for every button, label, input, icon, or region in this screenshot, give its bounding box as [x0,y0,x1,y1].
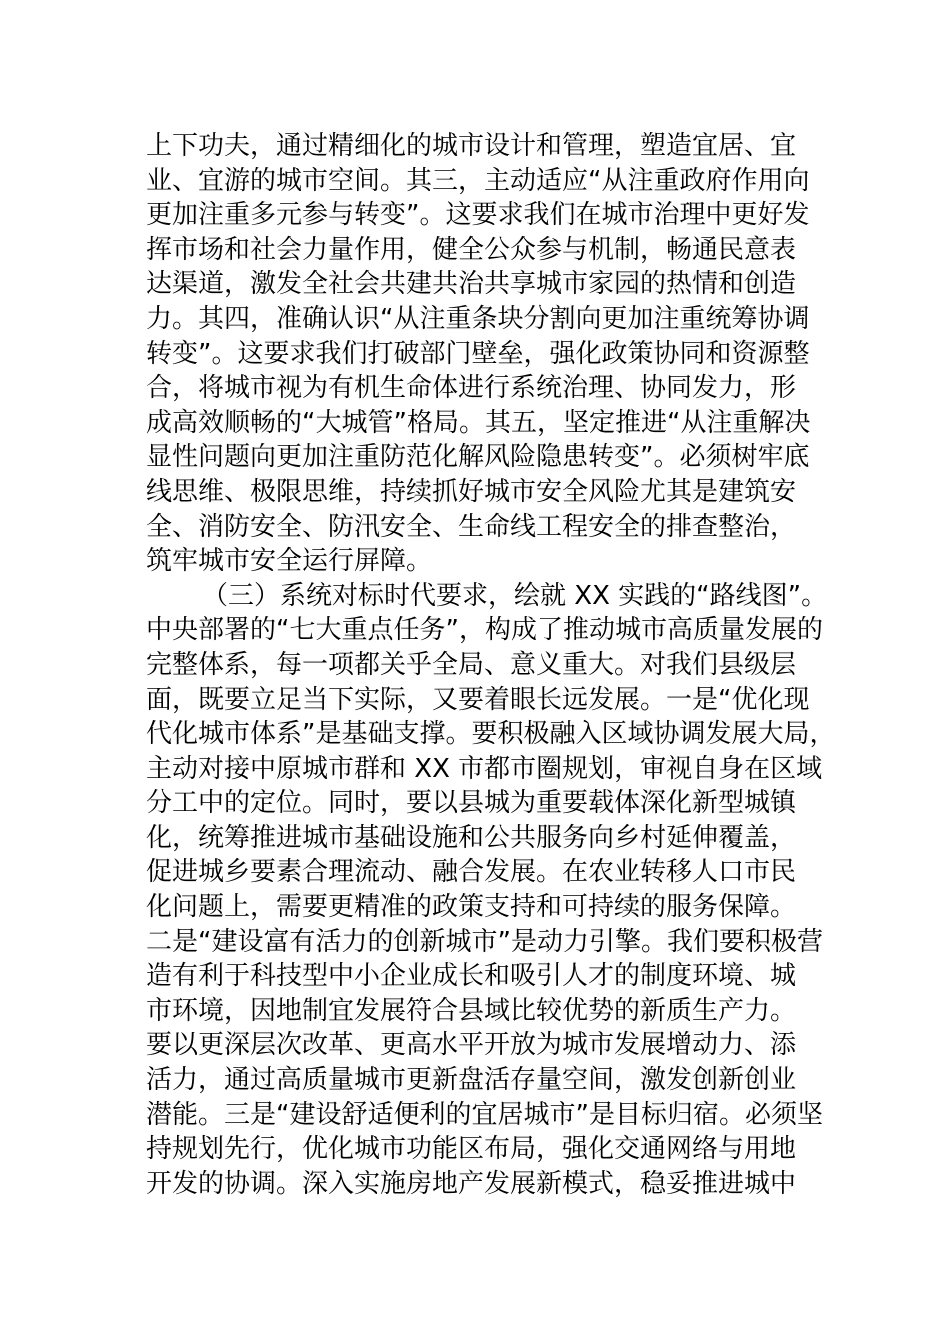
text-line: 力。其四，准确认识“从注重条块分割向更加注重统筹协调 [146,303,810,334]
text-line: 挥市场和社会力量作用，健全公众参与机制，畅通民意表 [146,234,797,265]
text-line: 持规划先行，优化城市功能区布局，强化交通网络与用地 [146,1134,797,1165]
text-line: 转变”。这要求我们打破部门壁垒，强化政策协同和资源整 [146,338,810,369]
text-line: 开发的协调。深入实施房地产发展新模式，稳妥推进城中 [146,1168,797,1199]
text-line: 完整体系，每一项都关乎全局、意义重大。对我们县级层 [146,649,797,680]
text-line: 面，既要立足当下实际，又要着眼长远发展。一是“优化现 [146,684,810,715]
text-line: 造有利于科技型中小企业成长和吸引人才的制度环境、城 [146,961,797,992]
text-line: 要以更深层次改革、更高水平开放为城市发展增动力、添 [146,1030,797,1061]
text-line: 促进城乡要素合理流动、融合发展。在农业转移人口市民 [146,857,797,888]
text-line: 筑牢城市安全运行屏障。 [146,546,433,577]
text-line: 二是“建设富有活力的创新城市”是动力引擎。我们要积极营 [146,926,823,957]
section-heading: （三）系统对标时代要求，绘就 XX 实践的“路线图”。 [202,580,828,611]
text-line: 上下功夫，通过精细化的城市设计和管理，塑造宜居、宜 [146,131,797,161]
text-line: 化，统筹推进城市基础设施和公共服务向乡村延伸覆盖， [146,822,797,853]
text-line: 主动对接中原城市群和 XX 市都市圈规划，审视自身在区域 [146,753,823,784]
text-line: 分工中的定位。同时，要以县城为重要载体深化新型城镇 [146,788,797,819]
text-line: 成高效顺畅的“大城管”格局。其五，坚定推进“从注重解决 [146,407,811,438]
text-line: 达渠道，激发全社会共建共治共享城市家园的热情和创造 [146,269,797,300]
text-line: 化问题上，需要更精准的政策支持和可持续的服务保障。 [146,892,797,923]
text-line: 中央部署的“七大重点任务”，构成了推动城市高质量发展的 [146,615,823,646]
body-text [146,129,846,1201]
text-line: 活力，通过高质量城市更新盘活存量空间，激发创新创业 [146,1065,797,1096]
text-line: 合，将城市视为有机生命体进行系统治理、协同发力，形 [146,373,797,404]
text-line: 潜能。三是“建设舒适便利的宜居城市”是目标归宿。必须坚 [146,1099,823,1130]
text-line: 业、宜游的城市空间。其三，主动适应“从注重政府作用向 [146,165,810,196]
text-line: 代化城市体系”是基础支撑。要积极融入区域协调发展大局， [146,719,836,750]
text-line: 线思维、极限思维，持续抓好城市安全风险尤其是建筑安 [146,476,797,507]
text-line: 市环境，因地制宜发展符合县域比较优势的新质生产力。 [146,995,797,1026]
text-line: 显性问题向更加注重防范化解风险隐患转变”。必须树牢底 [146,442,810,473]
text-line: 更加注重多元参与转变”。这要求我们在城市治理中更好发 [146,200,810,231]
text-line: 全、消防安全、防汛安全、生命线工程安全的排查整治， [146,511,797,542]
